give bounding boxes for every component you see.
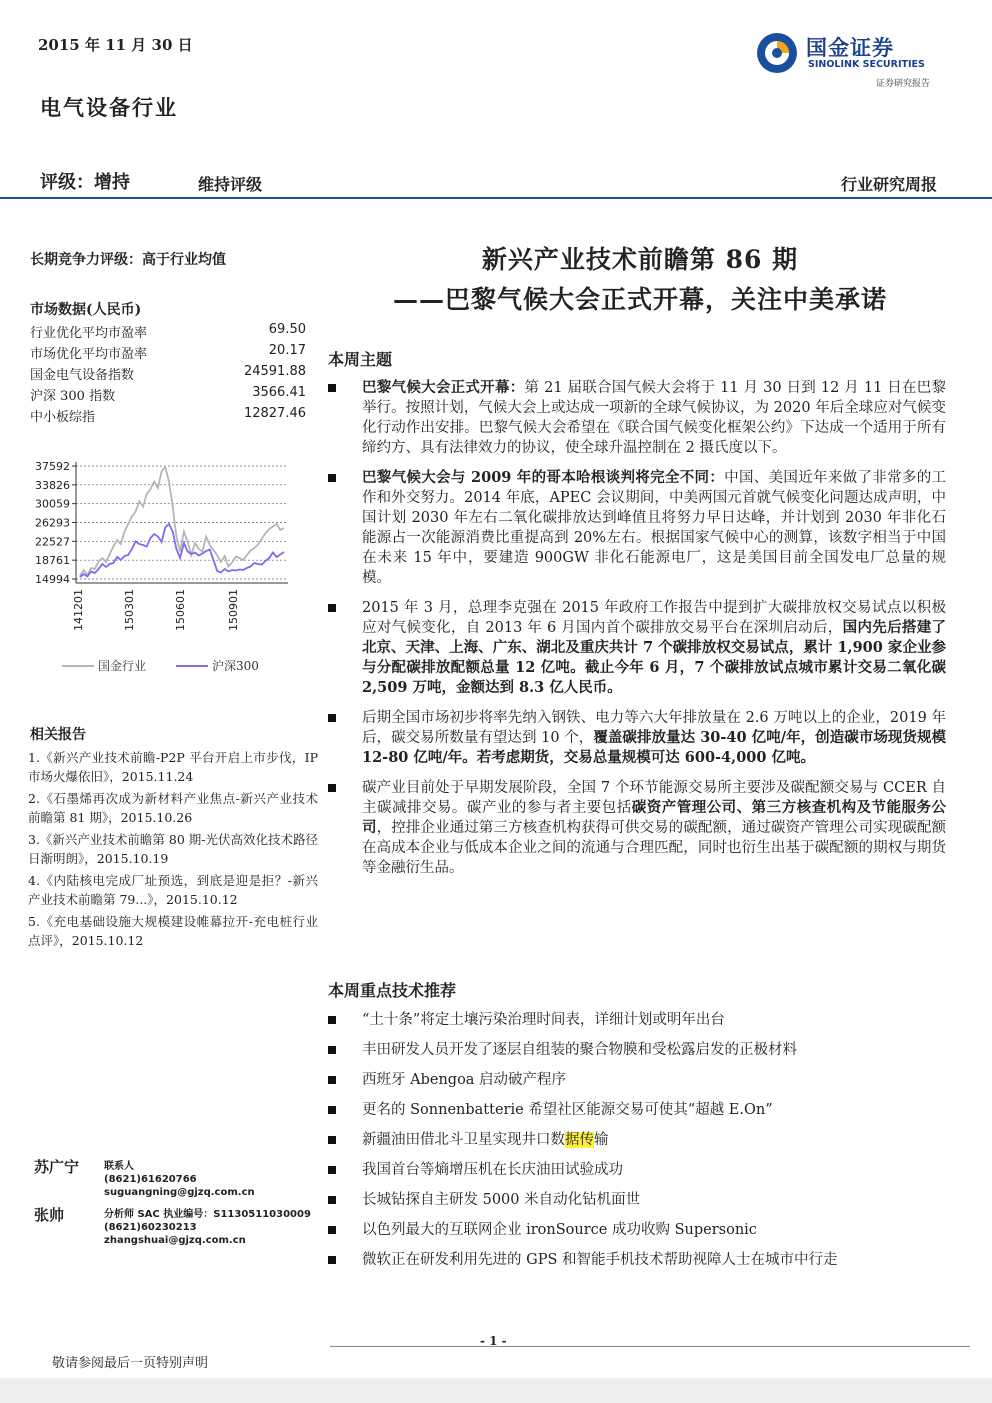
logo-text-cn: 国金证券 [806, 36, 894, 60]
market-label: 行业优化平均市盈率 [30, 326, 148, 341]
market-label: 沪深 300 指数 [30, 389, 116, 404]
analyst-info [104, 1208, 311, 1247]
x-tick-label: 150901 [226, 589, 240, 631]
y-tick-label: 33826 [35, 478, 70, 492]
analyst-email[interactable]: suguangning@gjzq.com.cn [104, 1187, 255, 1198]
tech-text: 微软正在研发利用先进的 GPS 和智能手机技术帮助视障人士在城市中行走 [362, 1252, 838, 1268]
disclaimer: 敬请参阅最后一页特别声明 [52, 1356, 209, 1371]
bullet-text: 中国、美国近年来做了非常多的工作和外交努力。2014 年底，APEC 会议期间，中美两国元首就气候变化问题达成声明，中国计划 2030 年左右二氧化碳排放达到峰值且将努力早日达峰，并计划到 2030 年非化石能源占一次能源消费比重提高到 20%左右。根据国家气候中心的测算，该数字相当于中国在未来 15 年中，要建造 900GW 非化石能源电厂，这是美国目前全国发电厂总量的规模。 [362, 470, 947, 586]
company-logo [756, 30, 946, 92]
tech-item [326, 1190, 946, 1220]
tech-text: 长城钻探自主研发 5000 米自动化钻机面世 [362, 1192, 641, 1208]
y-tick-label: 26293 [35, 516, 70, 530]
analyst-role: 分析师 SAC 执业编号：S1130511030009 [104, 1209, 311, 1220]
related-report-item[interactable]: 1.《新兴产业技术前瞻-P2P 平台开启上市步伐，IP 市场火爆依旧》，2015.11.24 [28, 750, 318, 784]
market-label: 市场优化平均市盈率 [30, 347, 148, 362]
tech-text: 我国首台等熵增压机在长庆油田试验成功 [362, 1162, 623, 1178]
tech-list [326, 1010, 946, 1280]
bullet-square-icon [328, 474, 336, 482]
bullet-square-icon [328, 1256, 336, 1264]
bullet-bold: 碳资产管理公司、第三方核查机构及节能服务公司 [362, 799, 947, 836]
y-tick-label: 18761 [35, 554, 70, 568]
market-value: 24591.88 [243, 364, 306, 379]
analyst-name: 张帅 [34, 1206, 65, 1224]
tech-text: 丰田研发人员开发了逐层自组装的聚合物膜和受松露启发的正极材料 [362, 1042, 797, 1058]
market-row [30, 406, 306, 427]
tech-text: 新疆油田借北斗卫星实现井口数 [362, 1132, 565, 1148]
related-report-item[interactable]: 2.《石墨烯再次成为新材料产业焦点-新兴产业技术前瞻第 81 期》，2015.10.26 [28, 791, 318, 825]
market-row [30, 385, 306, 406]
bullet-square-icon [328, 784, 336, 792]
bullet-square-icon [328, 604, 336, 612]
market-value: 3566.41 [252, 385, 306, 400]
y-tick-label: 22527 [35, 535, 70, 549]
logo-subtitle: 证券研究报告 [876, 79, 931, 89]
page-number: - 1 - [480, 1334, 507, 1348]
bullet-square-icon [328, 1106, 336, 1114]
tech-item [326, 1250, 946, 1280]
related-reports-list [28, 748, 318, 953]
theme-bullets [326, 378, 946, 888]
bullet-item [326, 598, 946, 698]
competition-rating: 长期竞争力评级：高于行业均值 [30, 252, 226, 268]
tech-item [326, 1130, 946, 1160]
bullet-text: 第 21 届联合国气候大会将于 11 月 30 日到 12 月 11 日在巴黎举行。按照计划，气候大会上或达成一项新的全球气候协议，为 2020 年后全球应对气候变化行动作出安排。巴黎气候大会希望在《联合国气候变化框架公约》下达成一个适用于所有缔约方、具有法律效力的协议，使全球升温控制在 2 摄氏度以下。 [362, 380, 947, 456]
bullet-square-icon [328, 1196, 336, 1204]
market-label: 中小板综指 [30, 410, 96, 425]
industry-title: 电气设备行业 [40, 95, 178, 120]
related-report-item[interactable]: 5.《充电基础设施大规模建设帷幕拉开-充电桩行业点评》，2015.10.12 [28, 914, 318, 948]
bottom-bar [0, 1378, 992, 1403]
x-tick-label: 141201 [72, 589, 85, 631]
tech-item [326, 1070, 946, 1100]
highlighted-text: 据传 [565, 1132, 594, 1148]
bullet-square-icon [328, 1166, 336, 1174]
market-value: 12827.46 [243, 406, 306, 421]
related-reports-title: 相关报告 [30, 727, 86, 743]
tech-text: “土十条”将定土壤污染治理时间表，详细计划或明年出台 [362, 1012, 725, 1028]
main-subtitle: ——巴黎气候大会正式开幕，关注中美承诺 [392, 285, 887, 314]
analyst-phone: (8621)61620766 [104, 1174, 197, 1185]
logo-text-en: SINOLINK SECURITIES [808, 59, 925, 70]
report-type: 行业研究周报 [840, 175, 937, 194]
tech-item [326, 1220, 946, 1250]
rating-label: 评级：增持 [40, 172, 130, 193]
bullet-square-icon [328, 1046, 336, 1054]
bullet-square-icon [328, 714, 336, 722]
legend-label: 沪深300 [212, 659, 259, 673]
market-data-title: 市场数据(人民币) [30, 302, 142, 318]
main-title: 新兴产业技术前瞻第 86 期 [481, 245, 799, 274]
analyst-name: 苏广宁 [34, 1158, 80, 1176]
tech-text: 以色列最大的互联网企业 ironSource 成功收购 Supersonic [362, 1222, 757, 1238]
market-row [30, 322, 306, 343]
series-line [80, 467, 284, 576]
bullet-bold: 国内先后搭建了北京、天津、上海、广东、湖北及重庆共计 7 个碳排放权交易试点，累计 1,900 家企业参与分配碳排放配额总量 12 亿吨。截止今年 6 月，7 个碳排放试点城市累计交易二氧化碳 2,509 万吨，金额达到 8.3 亿人民币。 [362, 619, 947, 696]
market-row [30, 364, 306, 385]
bullet-square-icon [328, 1076, 336, 1084]
market-value: 20.17 [268, 343, 306, 358]
rating-action: 维持评级 [198, 175, 263, 194]
x-tick-label: 150301 [122, 589, 136, 631]
bullet-text: 后期全国市场初步将率先纳入钢铁、电力等六大年排放量在 2.6 万吨以上的企业，2019 年后，碳交易所数量有望达到 10 个， [362, 710, 946, 746]
bullet-square-icon [328, 1016, 336, 1024]
related-report-item[interactable]: 3.《新兴产业技术前瞻第 80 期-光伏高效化技术路径日渐明朗》，2015.10.19 [28, 832, 319, 866]
tech-item [326, 1160, 946, 1190]
bullet-item [326, 468, 946, 588]
bullet-square-icon [328, 384, 336, 392]
legend-label: 国金行业 [98, 659, 147, 673]
market-data-table [30, 322, 306, 427]
bullet-item [326, 778, 946, 878]
bullet-text: 碳产业目前处于早期发展阶段，全国 7 个环节能源交易所主要涉及碳配额交易与 CCER 自主碳减排交易。碳产业的参与者主要包括 [362, 780, 946, 816]
analyst-email[interactable]: zhangshuai@gjzq.com.cn [104, 1235, 246, 1246]
related-report-item[interactable]: 4.《内陆核电完成厂址预选，到底是迎是拒？-新兴产业技术前瞻第 79...》，2015.10.12 [28, 873, 318, 907]
market-value: 69.50 [268, 322, 306, 337]
x-tick-label: 150601 [173, 589, 187, 631]
tech-item [326, 1010, 946, 1040]
section-title-theme: 本周主题 [328, 350, 393, 369]
report-date: 2015 年 11 月 30 日 [38, 36, 193, 54]
analyst-role: 联系人 [104, 1161, 134, 1172]
section-title-tech: 本周重点技术推荐 [328, 981, 457, 1000]
tech-item [326, 1100, 946, 1130]
bullet-bold: 巴黎气候大会与 2009 年的哥本哈根谈判将完全不同： [362, 469, 725, 486]
y-tick-label: 30059 [35, 497, 70, 511]
bullet-bold: 巴黎气候大会正式开幕： [362, 379, 525, 396]
footer-divider [330, 1346, 970, 1347]
index-line-chart [26, 452, 296, 682]
bullet-square-icon [328, 1226, 336, 1234]
header-divider [0, 197, 992, 199]
tech-text: 更名的 Sonnenbatterie 希望社区能源交易可使其“超越 E.On” [362, 1102, 773, 1118]
bullet-text: ，控排企业通过第三方核查机构获得可供交易的碳配额，通过碳资产管理公司实现碳配额在高成本企业与低成本企业之间的流通与合理匹配，同时也衍生出基于碳配额的期权与期货等金融衍生品。 [362, 820, 947, 876]
y-tick-label: 37592 [35, 460, 70, 473]
tech-text: 西班牙 Abengoa 启动破产程序 [362, 1072, 567, 1088]
logo-mark-icon [756, 32, 798, 74]
bullet-text: 2015 年 3 月，总理李克强在 2015 年政府工作报告中提到扩大碳排放权交易试点以积极应对气候变化，自 2013 年 6 月国内首个碳排放交易平台在深圳启动后， [362, 600, 946, 636]
bullet-item [326, 708, 946, 768]
tech-text-tail: 输 [594, 1132, 609, 1148]
tech-item [326, 1040, 946, 1070]
y-tick-label: 14994 [35, 573, 70, 586]
market-label: 国金电气设备指数 [30, 368, 135, 383]
bullet-square-icon [328, 1136, 336, 1144]
analyst-phone: (8621)60230213 [104, 1222, 197, 1233]
market-row [30, 343, 306, 364]
bullet-item [326, 378, 946, 458]
analyst-info [104, 1160, 255, 1199]
bullet-bold: 覆盖碳排放量达 30-40 亿吨/年，创造碳市场现货规模 12-80 亿吨/年。若考虑期货，交易总量规模可达 600-4,000 亿吨。 [362, 729, 946, 766]
